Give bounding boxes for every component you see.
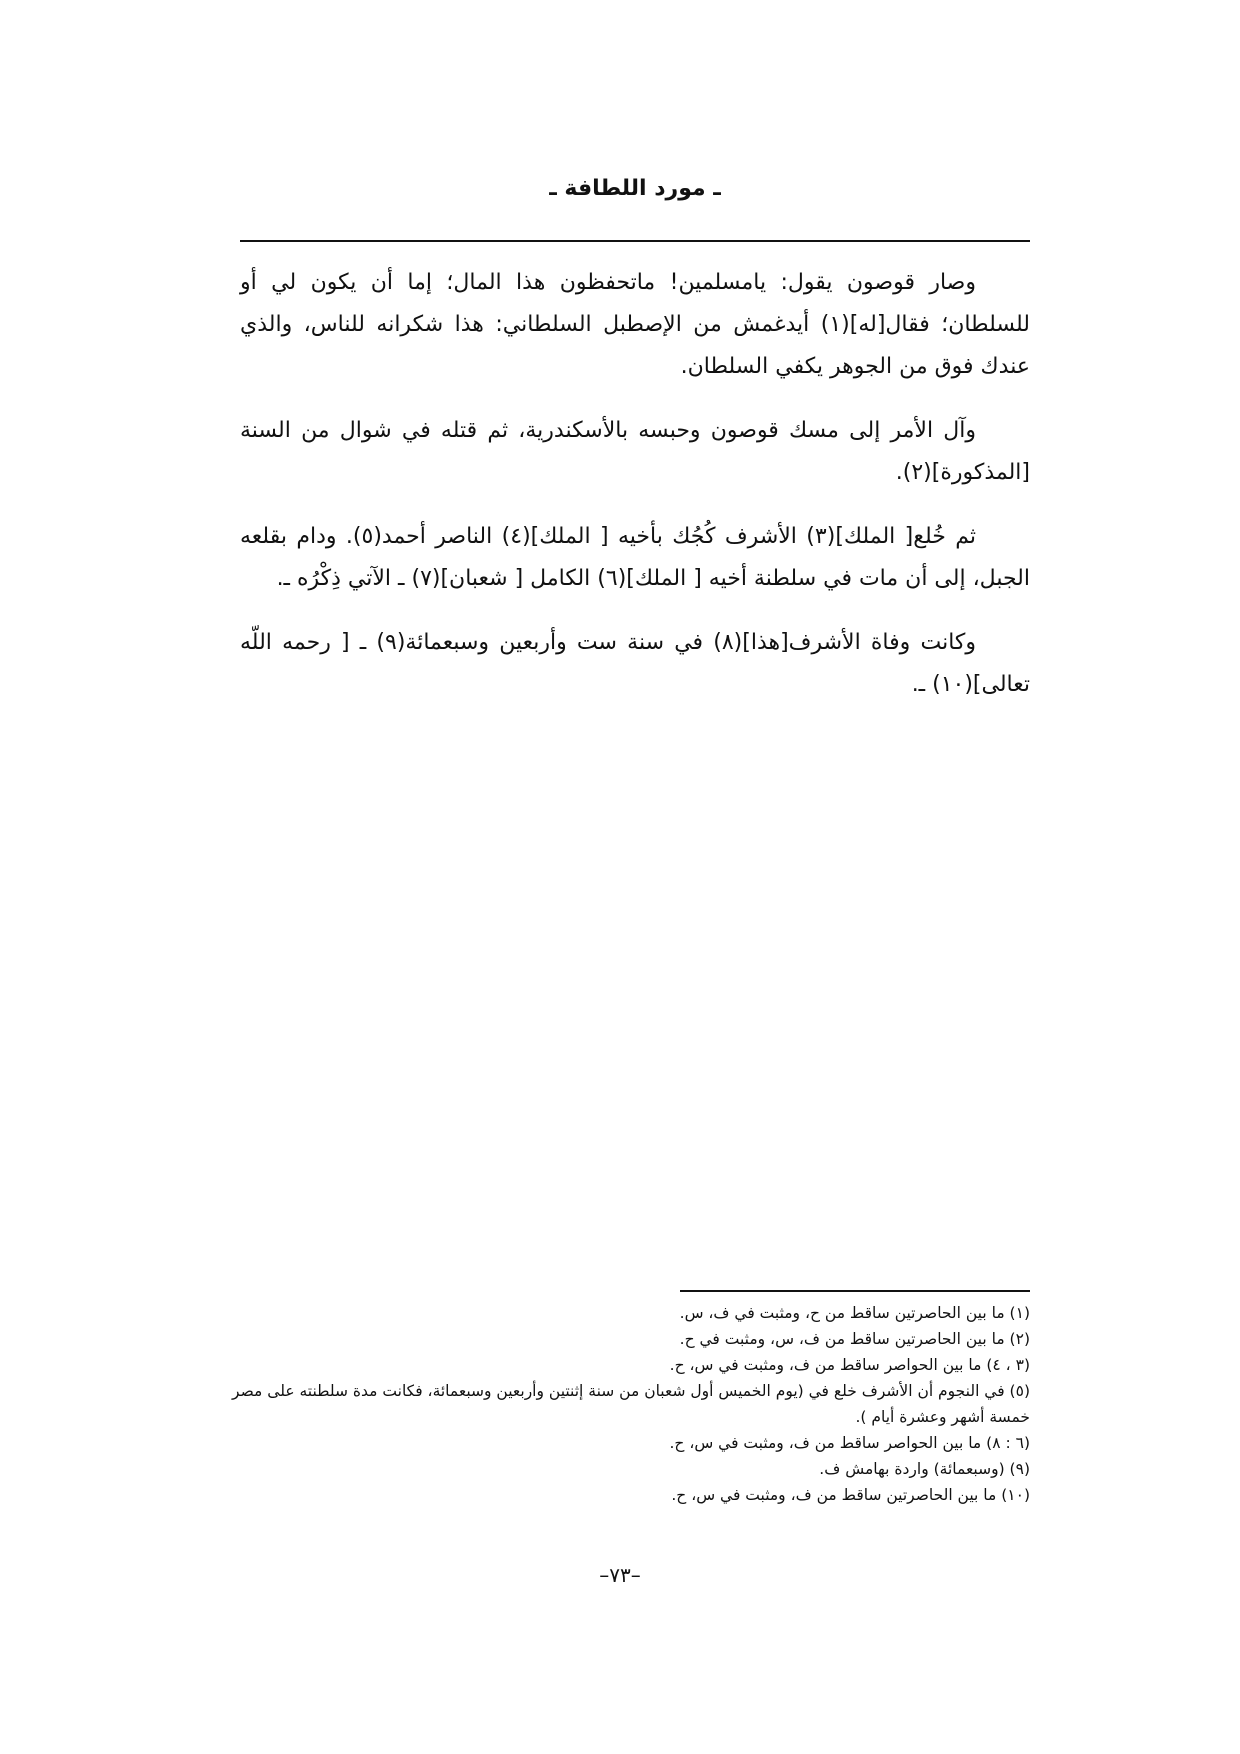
paragraph-4: وكانت وفاة الأشرف[هذا](٨) في سنة ست وأربعين وسبعمائة(٩) ـ [ رحمه اللّه تعالى](١٠) ـ. [240, 630, 1030, 697]
running-head: ـ مورد اللطافة ـ [549, 176, 721, 201]
footnote-10: (١٠) ما بين الحاصرتين ساقط من ف، ومثبت في س، ح. [671, 1486, 1030, 1504]
footnote-5: (٥) في النجوم أن الأشرف خلع في (يوم الخميس أول شعبان من سنة إثنتين وأربعين وسبعمائة، فكانت مدة سلطنته على مصر خمسة أشهر وعشرة أيام ). [232, 1382, 1030, 1426]
main-text [240, 262, 1030, 728]
footnote-6-8: (٦ : ٨) ما بين الحواصر ساقط من ف، ومثبت في س، ح. [669, 1434, 1030, 1452]
footnote-9: (٩) (وسبعمائة) واردة بهامش ف. [819, 1460, 1030, 1478]
page-number: –٧٣– [599, 1563, 641, 1587]
footnote-2: (٢) ما بين الحاصرتين ساقط من ف، س، ومثبت في ح. [679, 1330, 1030, 1348]
footnotes [215, 1300, 1030, 1508]
footnote-3-4: (٣ ، ٤) ما بين الحواصر ساقط من ف، ومثبت في س، ح. [669, 1356, 1030, 1374]
header-rule [240, 240, 1030, 242]
footnote-rule [680, 1290, 1030, 1292]
footnote-1: (١) ما بين الحاصرتين ساقط من ح، ومثبت في ف، س. [679, 1304, 1030, 1322]
paragraph-2: وآل الأمر إلى مسك قوصون وحبسه بالأسكندرية، ثم قتله في شوال من السنة [المذكورة](٢). [240, 418, 1030, 485]
paragraph-1: وصار قوصون يقول: يامسلمين! ماتحفظون هذا المال؛ إما أن يكون لي أو للسلطان؛ فقال[له](١) أيدغمش من الإصطبل السلطاني: هذا شكرانه للناس، والذي عندك فوق من الجوهر يكفي السلطان. [240, 270, 1031, 379]
paragraph-3: ثم خُلع[ الملك](٣) الأشرف كُجُك بأخيه [ الملك](٤) الناصر أحمد(٥). ودام بقلعه الجبل، إلى أن مات في سلطنة أخيه [ الملك](٦) الكامل [ شعبان](٧) ـ الآتي ذِكْرُه ـ. [240, 524, 1030, 591]
